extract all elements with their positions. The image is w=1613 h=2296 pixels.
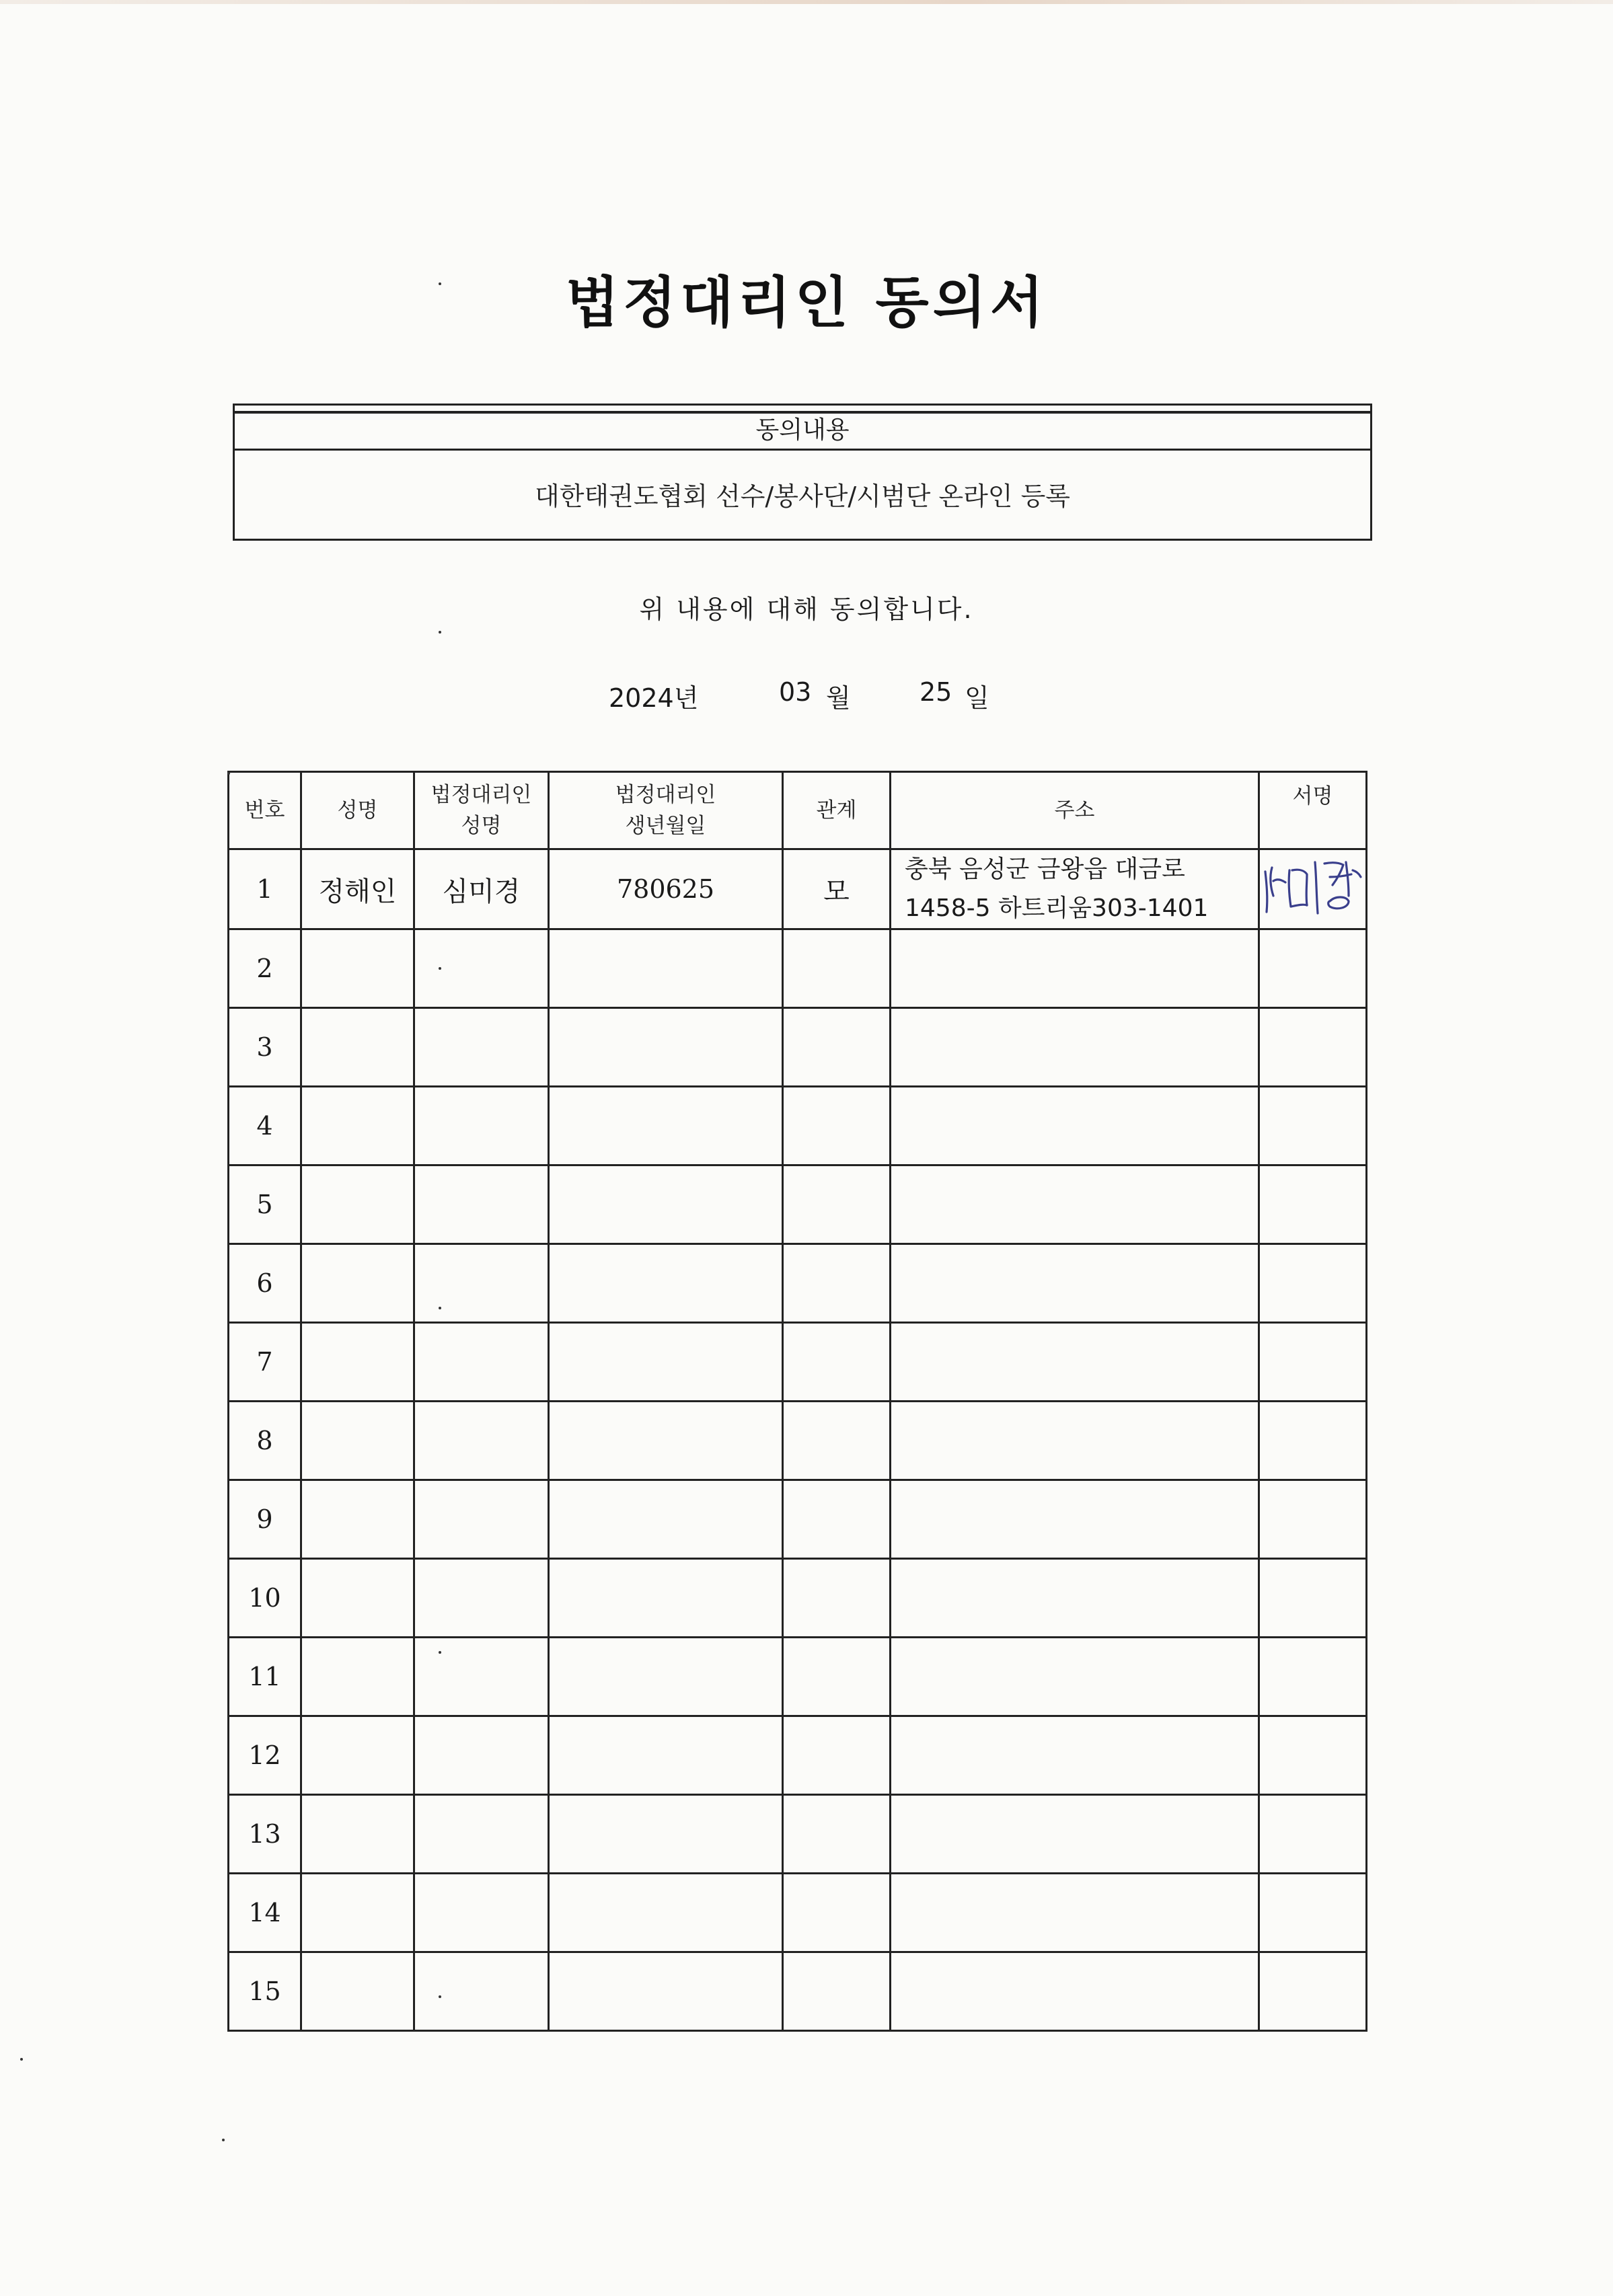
empty-cell (301, 1008, 414, 1087)
empty-cell (549, 1008, 783, 1087)
empty-cell (301, 1638, 414, 1716)
signer-table (227, 771, 1367, 2032)
header-relation: 관계 (783, 772, 891, 849)
table-row (229, 1952, 1367, 2031)
empty-cell (1259, 1165, 1367, 1244)
empty-cell (549, 1638, 783, 1716)
empty-cell (891, 1244, 1259, 1323)
empty-cell (549, 1874, 783, 1952)
empty-cell (891, 1008, 1259, 1087)
empty-cell (549, 1402, 783, 1480)
empty-cell (783, 929, 891, 1008)
header-name: 성명 (301, 772, 414, 849)
empty-cell (1259, 1716, 1367, 1795)
header-guardian-birth (549, 772, 783, 849)
table-row (229, 1559, 1367, 1638)
agreement-statement: 위 내용에 대해 동의합니다. (639, 595, 974, 624)
row-address-line2: 1458-5 하트리움303-1401 (905, 894, 1209, 922)
scan-speck (439, 631, 441, 634)
empty-cell (414, 929, 549, 1008)
scan-speck (439, 1995, 441, 1998)
empty-cell (891, 1323, 1259, 1402)
row-no: 1 (229, 849, 301, 929)
empty-cell (891, 1402, 1259, 1480)
empty-cell (1259, 1087, 1367, 1165)
empty-cell (783, 1874, 891, 1952)
empty-cell (891, 929, 1259, 1008)
empty-cell (549, 929, 783, 1008)
table-row (229, 1480, 1367, 1559)
table-row (229, 1402, 1367, 1480)
empty-cell (414, 1323, 549, 1402)
empty-cell (549, 1244, 783, 1323)
empty-cell (414, 1874, 549, 1952)
row-address-line1: 충북 음성군 금왕읍 대금로 (905, 855, 1185, 883)
date-day-value: 25 (920, 677, 952, 707)
row-no: 4 (229, 1087, 301, 1165)
empty-cell (549, 1559, 783, 1638)
page-edge (0, 0, 1613, 4)
empty-cell (783, 1008, 891, 1087)
empty-cell (414, 1559, 549, 1638)
empty-cell (1259, 1323, 1367, 1402)
date-day-label: 일 (965, 683, 989, 713)
empty-cell (783, 1638, 891, 1716)
empty-cell (549, 1952, 783, 2031)
header-guardian-birth-line1: 법정대리인 (615, 783, 716, 807)
empty-cell (301, 1087, 414, 1165)
empty-cell (549, 1323, 783, 1402)
empty-cell (891, 1874, 1259, 1952)
scan-speck (439, 1651, 441, 1654)
scan-speck (439, 967, 441, 970)
empty-cell (783, 1716, 891, 1795)
table-row (229, 1638, 1367, 1716)
table-header-row (229, 772, 1367, 849)
empty-cell (1259, 1559, 1367, 1638)
row-no: 12 (229, 1716, 301, 1795)
row-signature-cell (1259, 849, 1367, 929)
row-no: 11 (229, 1638, 301, 1716)
empty-cell (1259, 1638, 1367, 1716)
empty-cell (414, 1952, 549, 2031)
empty-cell (301, 1165, 414, 1244)
row-no: 10 (229, 1559, 301, 1638)
empty-cell (783, 1559, 891, 1638)
empty-cell (414, 1008, 549, 1087)
empty-cell (891, 1795, 1259, 1874)
header-no: 번호 (229, 772, 301, 849)
empty-cell (414, 1087, 549, 1165)
empty-cell (1259, 1874, 1367, 1952)
empty-cell (1259, 1795, 1367, 1874)
row-no: 7 (229, 1323, 301, 1402)
empty-cell (301, 1402, 414, 1480)
empty-cell (1259, 929, 1367, 1008)
empty-cell (301, 1874, 414, 1952)
empty-cell (891, 1716, 1259, 1795)
handwritten-signature (1263, 857, 1363, 917)
consent-content: 대한태권도협회 선수/봉사단/시범단 온라인 등록 (534, 482, 1070, 511)
empty-cell (1259, 1402, 1367, 1480)
table-row (229, 1165, 1367, 1244)
row-no: 9 (229, 1480, 301, 1559)
empty-cell (301, 1323, 414, 1402)
empty-cell (414, 1480, 549, 1559)
row-no: 3 (229, 1008, 301, 1087)
header-guardian-name-line1: 법정대리인 (430, 783, 532, 807)
scan-speck (439, 282, 441, 285)
header-address: 주소 (891, 772, 1259, 849)
empty-cell (783, 1244, 891, 1323)
empty-cell (891, 1087, 1259, 1165)
empty-cell (301, 929, 414, 1008)
empty-cell (301, 1244, 414, 1323)
row-guardian-name: 심미경 (414, 849, 549, 929)
row-no: 8 (229, 1402, 301, 1480)
row-address (891, 849, 1259, 929)
empty-cell (414, 1716, 549, 1795)
empty-cell (549, 1795, 783, 1874)
empty-cell (783, 1087, 891, 1165)
empty-cell (783, 1952, 891, 2031)
empty-cell (414, 1244, 549, 1323)
empty-cell (783, 1795, 891, 1874)
empty-cell (783, 1480, 891, 1559)
row-relation: 모 (783, 849, 891, 929)
empty-cell (891, 1480, 1259, 1559)
empty-cell (783, 1323, 891, 1402)
row-no: 14 (229, 1874, 301, 1952)
date-year: 2024년 (609, 683, 699, 713)
empty-cell (1259, 1008, 1367, 1087)
row-no: 2 (229, 929, 301, 1008)
empty-cell (414, 1402, 549, 1480)
table-row (229, 1087, 1367, 1165)
empty-cell (414, 1165, 549, 1244)
empty-cell (301, 1795, 414, 1874)
empty-cell (1259, 1244, 1367, 1323)
empty-cell (549, 1716, 783, 1795)
header-guardian-name (414, 772, 549, 849)
empty-cell (301, 1716, 414, 1795)
empty-cell (891, 1559, 1259, 1638)
header-guardian-name-line2: 성명 (461, 814, 502, 838)
row-no: 6 (229, 1244, 301, 1323)
row-name: 정해인 (301, 849, 414, 929)
table-row (229, 849, 1367, 929)
empty-cell (549, 1480, 783, 1559)
empty-cell (891, 1638, 1259, 1716)
empty-cell (891, 1165, 1259, 1244)
empty-cell (891, 1952, 1259, 2031)
scan-speck (222, 2139, 225, 2141)
empty-cell (783, 1402, 891, 1480)
consent-box (233, 404, 1372, 541)
table-row (229, 1716, 1367, 1795)
scan-speck (227, 772, 230, 775)
scan-speck (439, 1307, 441, 1309)
empty-cell (301, 1559, 414, 1638)
scan-speck (20, 2058, 23, 2061)
row-guardian-birth: 780625 (549, 849, 783, 929)
empty-cell (549, 1165, 783, 1244)
table-row (229, 1874, 1367, 1952)
empty-cell (1259, 1480, 1367, 1559)
consent-header: 동의내용 (235, 411, 1370, 451)
date-month-value: 03 (779, 677, 812, 707)
table-row (229, 1244, 1367, 1323)
empty-cell (414, 1795, 549, 1874)
document-title: 법정대리인 동의서 (565, 271, 1048, 335)
row-no: 15 (229, 1952, 301, 2031)
row-no: 5 (229, 1165, 301, 1244)
table-row (229, 1008, 1367, 1087)
date-month-label: 월 (826, 683, 851, 713)
header-signature: 서명 (1259, 772, 1367, 849)
table-row (229, 1323, 1367, 1402)
empty-cell (301, 1480, 414, 1559)
empty-cell (783, 1165, 891, 1244)
table-row (229, 1795, 1367, 1874)
table-body (229, 849, 1367, 2031)
table-row (229, 929, 1367, 1008)
empty-cell (414, 1638, 549, 1716)
empty-cell (1259, 1952, 1367, 2031)
row-no: 13 (229, 1795, 301, 1874)
header-guardian-birth-line2: 생년월일 (625, 814, 706, 838)
empty-cell (549, 1087, 783, 1165)
empty-cell (301, 1952, 414, 2031)
